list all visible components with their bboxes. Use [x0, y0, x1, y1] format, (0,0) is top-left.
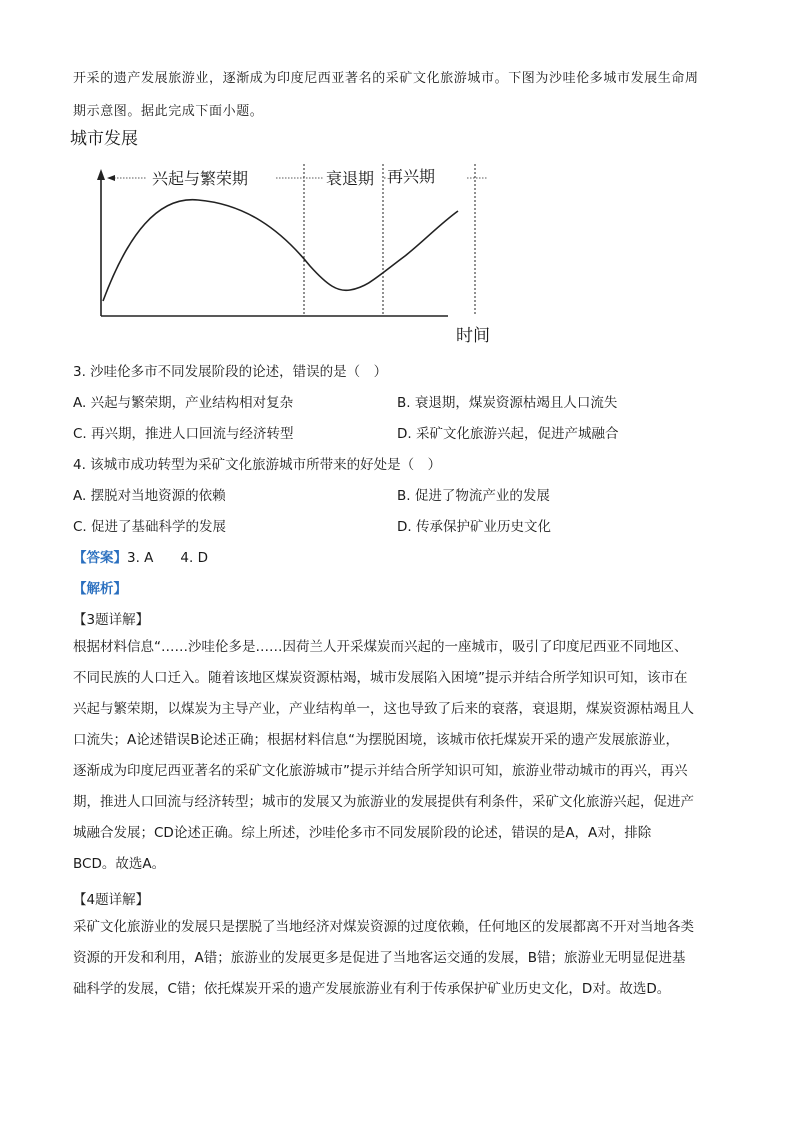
detail4-tag: 【4题详解】	[73, 892, 150, 908]
intro-line-1: 开采的遗产发展旅游业，逐渐成为印度尼西亚著名的采矿文化旅游城市。下图为沙哇伦多城市发展生命周	[73, 71, 699, 86]
analysis-tag: 【解析】	[73, 581, 127, 597]
detail3-line: 不同民族的人口迁入。随着该地区煤炭资源枯竭，城市发展陷入困境”提示并结合所学知识可知，该市在	[73, 670, 688, 686]
q4-option-a: A. 摆脱对当地资源的依赖	[73, 488, 226, 504]
development-curve	[103, 200, 458, 301]
detail3-line: BCD。故选A。	[73, 856, 166, 872]
city-lifecycle-diagram	[60, 124, 510, 354]
phase-label-decline: 衰退期	[326, 169, 375, 188]
q4-option-d: D. 传承保护矿业历史文化	[397, 519, 551, 535]
x-axis-label: 时间	[456, 326, 490, 346]
detail4-line: 础科学的发展，C错；依托煤炭开采的遗产发展旅游业有利于传承保护矿业历史文化，D对。故选D。	[73, 981, 671, 997]
phase-label-rise: 兴起与繁荣期	[152, 169, 249, 188]
q3-option-b: B. 衰退期，煤炭资源枯竭且人口流失	[397, 395, 618, 411]
y-axis-label: 城市发展	[70, 129, 138, 149]
detail3-line: 口流失；A论述错误B论述正确；根据材料信息“为摆脱困境，该城市依托煤炭开采的遗产发展旅游业，	[73, 732, 679, 748]
intro-line-2: 期示意图。据此完成下面小题。	[73, 104, 264, 119]
detail3-line: 城融合发展；CD论述正确。综上所述，沙哇伦多市不同发展阶段的论述，错误的是A，A对，排除	[73, 825, 652, 841]
answer-values: 3. A 4. D	[127, 550, 208, 566]
answer-line	[73, 546, 208, 566]
q4-option-c: C. 促进了基础科学的发展	[73, 519, 227, 535]
y-axis-arrow	[97, 169, 105, 180]
phase-label-revival: 再兴期	[387, 167, 436, 186]
answer-tag: 【答案】	[73, 550, 127, 566]
detail3-tag: 【3题详解】	[73, 612, 150, 628]
detail4-line: 采矿文化旅游业的发展只是摆脱了当地经济对煤炭资源的过度依赖，任何地区的发展都离不开对当地各类	[73, 919, 694, 935]
detail4-paragraph	[73, 912, 723, 1005]
detail3-paragraph	[73, 632, 723, 880]
detail3-line: 期，推进人口回流与经济转型；城市的发展又为旅游业的发展提供有利条件，采矿文化旅游兴起，促进产	[73, 794, 694, 810]
detail4-line: 资源的开发和利用，A错；旅游业的发展更多是促进了当地客运交通的发展，B错；旅游业无明显促进基	[73, 950, 686, 966]
detail3-line: 根据材料信息“……沙哇伦多是……因荷兰人开采煤炭而兴起的一座城市，吸引了印度尼西亚不同地区、	[73, 639, 688, 655]
q3-stem: 3. 沙哇伦多市不同发展阶段的论述，错误的是（ ）	[73, 364, 388, 380]
detail3-line: 逐渐成为印度尼西亚著名的采矿文化旅游城市”提示并结合所学知识可知，旅游业带动城市的再兴，再兴	[73, 763, 688, 779]
q4-option-b: B. 促进了物流产业的发展	[397, 488, 550, 504]
detail3-line: 兴起与繁荣期，以煤炭为主导产业，产业结构单一，这也导致了后来的衰落，衰退期，煤炭资源枯竭且人	[73, 701, 694, 717]
q3-option-d: D. 采矿文化旅游兴起，促进产城融合	[397, 426, 619, 442]
phase-arrow-head	[107, 175, 115, 181]
q4-stem: 4. 该城市成功转型为采矿文化旅游城市所带来的好处是（ ）	[73, 457, 442, 473]
q3-option-a: A. 兴起与繁荣期，产业结构相对复杂	[73, 395, 294, 411]
q3-option-c: C. 再兴期，推进人口回流与经济转型	[73, 426, 294, 442]
